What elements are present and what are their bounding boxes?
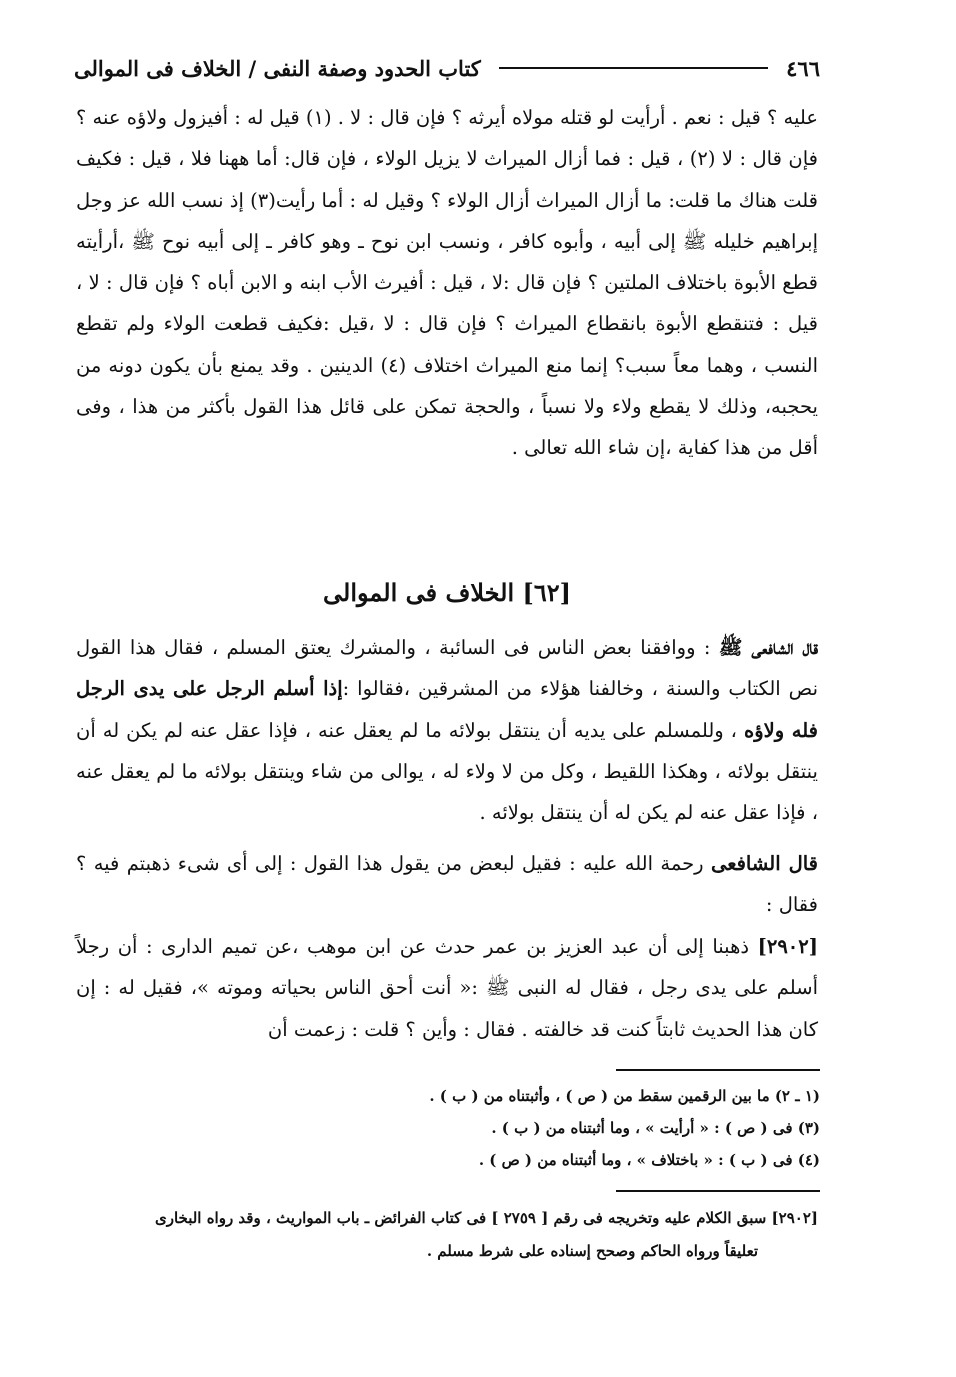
page-number: ٤٦٦: [786, 55, 820, 81]
paragraph-2: [76, 627, 818, 833]
footnote-item: (٤) فى ( ب ) : « باختلاف » ، وما أثبتناه من ( ص ) .: [478, 1151, 820, 1169]
page-header: [74, 48, 820, 88]
takhrij-line-1: [٢٩٠٢] سبق الكلام عليه وتخريجه فى رقم [ ٢٧٥٩ ] فى كتاب الفرائض ـ باب المواريث ، وقد رواه البخارى: [154, 1209, 818, 1227]
quoted-ruling: إذا أسلم الرجل على يدى الرجل فله ولاؤه: [76, 677, 818, 742]
section-title: [٦٢] الخلاف فى الموالى: [323, 578, 571, 607]
paragraph-3: [76, 843, 818, 926]
paragraph-1: عليه ؟ قيل : نعم . أرأيت لو قتله مولاه أيرثه ؟ فإن قال : لا . (١) قيل له : أفيزول ولاؤه عنه ؟ فإن قال : لا (٢) ، قيل : فما أزال الميراث لا يزيل الولاء ، فإن قال: أما ههنا فلا ، قيل : فكيف قلت هناك ما قلت: ما أزال الميراث أزال الولاء ؟ وقيل له : أما رأيت(٣) إذ نسب الله عز وجل إبراهيم خليله ﷺ إلى أبيه ، وأبوه كافر ، ونسب ابن نوح ـ وهو كافر ـ إلى أبيه نوح ﷺ ،أرأيته قطع الأبوة باختلاف الملتين ؟ فإن قال :لا ، قيل : أفيرث الأب ابنه و الابن أباه ؟ فإن قال : لا ، قيل : فتنقطع الأبوة بانقطاع الميراث ؟ فإن قال : لا ،قيل :فكيف قطعت الولاء ولم تقطع النسب ، وهما معاً سبب؟ إنما منع الميراث اختلاف (٤) الدينين . وقد يمنع بأن يكون دونه من يحجبه، وذلك لا يقطع ولاء ولا نسباً ، والحجة تمكن على قائل هذا القول بأكثر من هذا ، وفى أقل من هذا كفاية ،إن شاء الله تعالى .: [76, 106, 819, 460]
footnote-divider: [616, 1069, 820, 1071]
speaker-label: قال الشافعى ﷺ: [718, 636, 818, 659]
takhrij-line-2: تعليقاً ورواه الحاكم وصحح إسناده على شرط مسلم .: [426, 1242, 758, 1260]
hadith-number: [٢٩٠٢]: [757, 935, 818, 958]
footnote-item: (٣) فى ( ص ) : « أرأيت » ، وما أثبتناه من ( ب ) .: [491, 1119, 820, 1137]
header-rule: [499, 67, 768, 69]
paragraph-4: [76, 926, 818, 1050]
footnote-item: (١ ـ ٢) ما بين الرقمين سقط من ( ص ) ، وأثبتناه من ( ب ) .: [429, 1087, 820, 1105]
paragraph-3-text: رحمة الله عليه : فقيل لبعض من يقول هذا القول : إلى أى شىء ذهبتم فيه ؟ فقال :: [76, 852, 818, 917]
running-title: كتاب الحدود وصفة النفى / الخلاف فى الموالى: [74, 55, 481, 81]
endnote-divider: [616, 1190, 820, 1192]
speaker-label: قال الشافعى: [710, 852, 819, 875]
takhrij-note: [76, 1202, 818, 1268]
paragraph-4-text: ذهبنا إلى أن عبد العزيز بن عمر حدث عن ابن موهب ،عن تميم الدارى : أن رجلاً أسلم على يدى رجل ، فقال له النبى ﷺ :« أنت أحق الناس بحياته وموته »، فقيل له : إن كان هذا الحديث ثابتاً كنت قد خالفته . فقال : وأين ؟ قلت : زعمت أن: [76, 935, 818, 1041]
paragraph-2-text-b: ، وللمسلم على يديه أن ينتقل بولائه ما لم يعقل عنه ، فإذا عقل عنه لم يكن له أن ينتقل بولائه ، وهكذا اللقيط ، وكل من لا ولاء له ، يوالى من شاء وينتقل بولائه ما لم يعقل عنه ، فإذا عقل عنه لم يكن له أن ينتقل بولائه .: [76, 718, 818, 825]
footnotes: [220, 1080, 820, 1176]
paragraph-2-text-a: : ووافقنا بعض الناس فى السائبة ، والمشرك يعتق المسلم ، فقال هذا القول نص الكتاب والسنة ، وخالفنا هؤلاء من المشرقين ،فقالوا :: [76, 636, 818, 701]
